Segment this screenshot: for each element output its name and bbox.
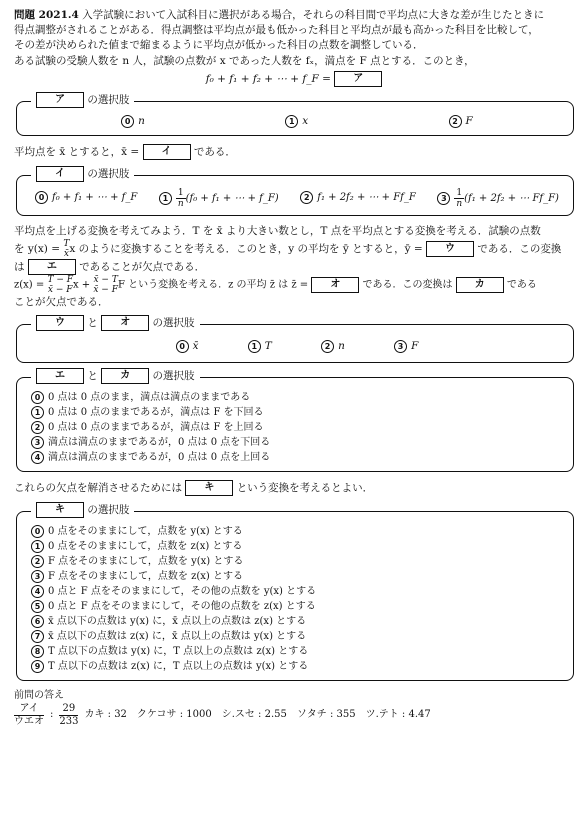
intro-line-4: ある試験の受験人数を n 人，試験の点数が x であった人数を fₓ，満点を F 点とする．このとき， xyxy=(14,54,475,67)
previous-frac-value xyxy=(59,703,78,728)
t4c: である．この変換は xyxy=(362,279,453,291)
transform-line-2 xyxy=(14,239,574,259)
panel-ki-option-2[interactable] xyxy=(31,554,563,569)
panel-i-options xyxy=(31,188,563,209)
option-number-3: 3 xyxy=(437,192,450,205)
blank-i[interactable]: イ xyxy=(143,144,191,160)
panel-ki-option-1-text: 0 点をそのままにして，点数を z(x) とする xyxy=(48,540,243,552)
mean-post: である． xyxy=(193,146,236,159)
panel-uo-option-3[interactable] xyxy=(394,339,418,354)
t3a: は xyxy=(14,260,25,273)
frac-num: 29 xyxy=(59,703,78,716)
frac-den: 233 xyxy=(59,716,79,728)
panel-uo-box-u: ウ xyxy=(36,315,84,331)
panel-eka-title-text: の選択肢 xyxy=(152,370,195,383)
panel-uo-title-text: の選択肢 xyxy=(152,317,195,330)
option-number-6: 6 xyxy=(31,615,44,628)
frac-num: 1 xyxy=(177,187,184,198)
fraction-2 xyxy=(93,275,118,295)
fraction-1-over-n xyxy=(454,188,464,209)
panel-ki-option-3-text: F 点をそのままにして，点数を z(x) とする xyxy=(48,570,243,582)
panel-ki-option-6-text: x̄ 点以下の点数は y(x) に，x̄ 点以上の点数は z(x) とする xyxy=(48,615,307,627)
panel-i-box: イ xyxy=(36,166,84,182)
option-number-7: 7 xyxy=(31,630,44,643)
panel-eka-title xyxy=(31,368,200,384)
panel-uo-option-3-text: F xyxy=(411,340,419,353)
panel-a-title-text: の選択肢 xyxy=(87,94,130,107)
option-number-1: 1 xyxy=(31,540,44,553)
intro-line-3: その差が決められた値まで縮まるように平均点が低かった科目の点数を調整している． xyxy=(14,39,424,52)
panel-uo-option-0[interactable] xyxy=(176,339,199,354)
frac-den: x̄ − F xyxy=(47,284,73,295)
panel-ki-choices xyxy=(16,503,574,681)
panel-ki-option-0[interactable] xyxy=(31,524,563,539)
panel-a-options xyxy=(31,114,563,129)
option-number-2: 2 xyxy=(31,555,44,568)
option-number-2: 2 xyxy=(321,340,334,353)
mean-pre: 平均点を x̄ とすると，x̄ = xyxy=(14,146,140,159)
option-number-2: 2 xyxy=(300,191,313,204)
equation-1 xyxy=(14,71,574,87)
panel-a-option-1-text: x xyxy=(302,115,309,128)
panel-i-option-2-text: f₁ + 2f₂ + ⋯ + Ff_F xyxy=(317,191,416,203)
panel-a-choices xyxy=(16,94,574,136)
panel-ki-title-text: の選択肢 xyxy=(87,503,130,516)
panel-uo-option-2-text: n xyxy=(338,340,345,353)
panel-ki-box: キ xyxy=(36,502,84,518)
blank-ka[interactable]: カ xyxy=(456,277,504,293)
ki-pre: これらの欠点を解消させるためには xyxy=(14,482,182,495)
panel-ki-option-7[interactable] xyxy=(31,629,563,644)
frac-num: x̄ − T xyxy=(93,274,118,285)
panel-uo-title xyxy=(31,315,200,331)
panel-uo-option-2[interactable] xyxy=(321,339,345,354)
panel-eka-box-ka: カ xyxy=(101,368,149,384)
panel-eka-option-2-text: 0 点は 0 点のままであるが，満点は F を上回る xyxy=(48,422,264,434)
t2b: x のように変換することを考える．このとき，y の平均を ȳ とすると，ȳ = xyxy=(69,242,423,255)
panel-eka-option-0[interactable] xyxy=(31,390,563,405)
option-number-1: 1 xyxy=(248,340,261,353)
panel-ki-option-6[interactable] xyxy=(31,614,563,629)
option-number-0: 0 xyxy=(121,115,134,128)
panel-a-box: ア xyxy=(36,92,84,108)
panel-ki-option-1[interactable] xyxy=(31,539,563,554)
panel-eka-option-1-text: 0 点は 0 点のままであるが，満点は F を下回る xyxy=(48,407,264,419)
panel-eka-option-2[interactable] xyxy=(31,420,563,435)
panel-a-option-0-text: n xyxy=(138,115,145,128)
and-text: と xyxy=(87,317,98,330)
panel-eka-option-0-text: 0 点は 0 点のまま，満点は満点のままである xyxy=(48,392,251,404)
option-number-0: 0 xyxy=(31,525,44,538)
ki-post: という変換を考えるとよい． xyxy=(236,482,374,495)
panel-a-option-2-text: F xyxy=(465,115,473,128)
intro-line-2: 得点調整がされることがある．得点調整は平均点が最も低かった科目と平均点が最も高かった科目を比較して， xyxy=(14,24,539,37)
panel-eka-option-4[interactable] xyxy=(31,450,563,465)
panel-i-title xyxy=(31,166,134,182)
panel-eka-option-4-text: 満点は満点のままであるが，0 点は 0 点を上回る xyxy=(48,452,271,464)
panel-eka-option-3[interactable] xyxy=(31,435,563,450)
panel-uo-box-o: オ xyxy=(101,315,149,331)
equation-1-text: f₀ + f₁ + f₂ + ⋯ + f_F = xyxy=(205,72,331,85)
blank-e[interactable]: エ xyxy=(28,259,76,275)
panel-i-option-0[interactable] xyxy=(35,191,137,206)
frac-num: 1 xyxy=(456,187,463,198)
panel-ki-option-5-text: 0 点と F 点をそのままにして，その他の点数を z(x) とする xyxy=(48,600,316,612)
panel-eka-option-3-text: 満点は満点のままであるが，0 点は 0 点を下回る xyxy=(48,437,271,449)
previous-answers-rest: カキ : 32 クケコサ : 1000 シ.スセ : 2.55 ソタチ : 355 ツ.テト : 4.47 xyxy=(84,709,431,721)
panel-uo-option-0-text: x̄ xyxy=(192,340,199,353)
blank-ki[interactable]: キ xyxy=(185,480,233,496)
t2a: を y(x) = xyxy=(14,242,61,255)
fraction-1 xyxy=(47,275,73,295)
panel-ki-option-9-text: T 点以下の点数は z(x) に，T 点以上の点数は y(x) とする xyxy=(48,660,309,672)
panel-ki-option-8-text: T 点以下の点数は y(x) に，T 点以上の点数は z(x) とする xyxy=(48,645,309,657)
frac-den: x̄ − F xyxy=(93,284,118,295)
panel-ki-option-7-text: x̄ 点以下の点数は z(x) に，x̄ 点以上の点数は y(x) とする xyxy=(48,630,307,642)
option-number-2: 2 xyxy=(31,421,44,434)
colon: : xyxy=(50,709,54,721)
option-number-3: 3 xyxy=(31,570,44,583)
panel-ki-option-9[interactable] xyxy=(31,659,563,674)
previous-answers-row xyxy=(14,703,574,728)
intro-text-1: 入学試験において入試科目に選択がある場合，それらの科目間で平均点に大きな差が生じたときに xyxy=(82,9,545,21)
panel-i-option-1-text: (f₀ + f₁ + ⋯ + f_F) xyxy=(185,192,279,204)
frac-num: T xyxy=(63,238,70,249)
panel-a-option-2[interactable] xyxy=(449,114,473,129)
option-number-4: 4 xyxy=(31,585,44,598)
panel-eka-box-e: エ xyxy=(36,368,84,384)
and-text: と xyxy=(87,370,98,383)
option-number-1: 1 xyxy=(159,192,172,205)
panel-eka-option-1[interactable] xyxy=(31,405,563,420)
option-number-9: 9 xyxy=(31,660,44,673)
option-number-8: 8 xyxy=(31,645,44,658)
transform-line-3 xyxy=(14,259,574,275)
panel-uo-options xyxy=(31,337,563,356)
previous-answers xyxy=(14,689,574,729)
frac-den: n xyxy=(177,198,184,209)
option-number-2: 2 xyxy=(449,115,462,128)
t4mid: x + xyxy=(72,279,91,291)
panel-a-option-1[interactable] xyxy=(285,114,308,129)
panel-i-option-0-text: f₀ + f₁ + ⋯ + f_F xyxy=(52,191,138,203)
option-number-1: 1 xyxy=(285,115,298,128)
panel-ki-option-4[interactable] xyxy=(31,584,563,599)
option-number-1: 1 xyxy=(31,406,44,419)
previous-answers-label: 前問の答え xyxy=(14,689,64,701)
panel-i-option-1[interactable] xyxy=(159,188,279,209)
panel-i-option-3[interactable] xyxy=(437,188,559,209)
blank-a[interactable]: ア xyxy=(334,71,382,87)
panel-a-option-0[interactable] xyxy=(121,114,145,129)
panel-ki-option-3[interactable] xyxy=(31,569,563,584)
option-number-0: 0 xyxy=(35,191,48,204)
t3b: であることが欠点である． xyxy=(79,260,206,273)
option-number-0: 0 xyxy=(176,340,189,353)
t4d: である xyxy=(506,279,537,291)
frac-num: T − F xyxy=(47,274,73,285)
frac-den: n xyxy=(456,198,463,209)
frac-den: x̄ xyxy=(63,248,69,259)
ki-line xyxy=(14,480,574,496)
panel-uo-choices xyxy=(16,317,574,363)
previous-frac-label xyxy=(14,703,44,728)
panel-i-choices xyxy=(16,167,574,216)
frac-num: アイ xyxy=(14,703,44,716)
panel-i-option-2[interactable] xyxy=(300,191,416,206)
panel-ki-option-2-text: F 点をそのままにして，点数を y(x) とする xyxy=(48,555,244,567)
blank-u[interactable]: ウ xyxy=(426,241,474,257)
panel-a-title xyxy=(31,92,134,108)
option-number-0: 0 xyxy=(31,391,44,404)
t2c: である．この変換 xyxy=(477,242,562,255)
blank-o[interactable]: オ xyxy=(311,277,359,293)
option-number-3: 3 xyxy=(394,340,407,353)
intro-line-1 xyxy=(14,8,574,23)
transform-line-4 xyxy=(14,275,574,295)
t4a: z(x) = xyxy=(14,279,45,291)
panel-ki-option-4-text: 0 点と F 点をそのままにして，その他の点数を y(x) とする xyxy=(48,585,317,597)
panel-uo-option-1[interactable] xyxy=(248,339,272,354)
panel-ki-option-8[interactable] xyxy=(31,644,563,659)
panel-ki-title xyxy=(31,502,134,518)
panel-i-option-3-text: (f₁ + 2f₂ + ⋯ Ff_F) xyxy=(464,192,559,204)
t4b: F という変換を考える．z の平均 z̄ は z̄ = xyxy=(117,279,309,291)
fraction-1-over-n xyxy=(176,188,186,209)
panel-ki-option-5[interactable] xyxy=(31,599,563,614)
option-number-3: 3 xyxy=(31,436,44,449)
option-number-5: 5 xyxy=(31,600,44,613)
option-number-4: 4 xyxy=(31,451,44,464)
panel-eka-choices xyxy=(16,370,574,472)
frac-den: ウエオ xyxy=(14,716,44,728)
transform-line-1: 平均点を上げる変換を考えてみよう．T を x̄ より大きい数とし，T 点を平均点とする変換を考える．試験の点数 xyxy=(14,224,541,237)
panel-i-title-text: の選択肢 xyxy=(87,167,130,180)
mean-line xyxy=(14,144,574,160)
transform-line-5: ことが欠点である． xyxy=(14,295,109,308)
problem-label: 問題 2021.4 xyxy=(14,9,79,21)
panel-ki-option-0-text: 0 点をそのままにして，点数を y(x) とする xyxy=(48,525,243,537)
panel-uo-option-1-text: T xyxy=(264,340,272,353)
